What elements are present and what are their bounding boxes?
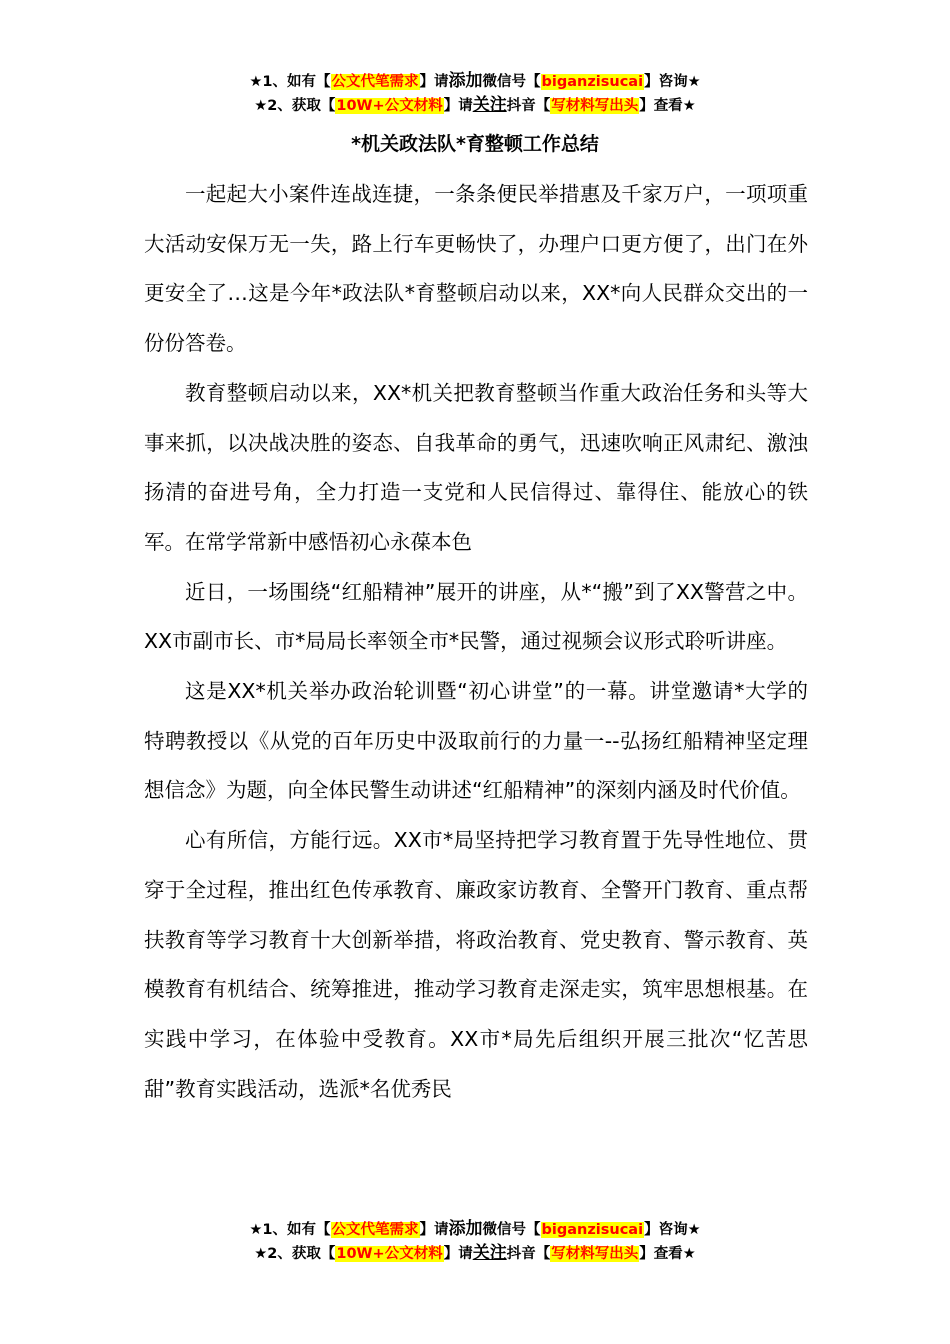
banner-emphasis: 关注 <box>472 1243 507 1263</box>
banner-text: ★2、获取【 <box>254 1246 336 1262</box>
banner-text: 】查看★ <box>639 1246 696 1262</box>
banner-text: ★1、如有【 <box>249 74 331 90</box>
banner-line-2 <box>0 1242 950 1266</box>
body-paragraph: 近日，一场围绕“红船精神”展开的讲座，从*“搬”到了XX警营之中。XX市副市长、市*局局长率领全市*民警，通过视频会议形式聆听讲座。 <box>144 579 808 654</box>
banner-text: 】请 <box>419 1222 449 1238</box>
banner-text: 抖音【 <box>506 1246 551 1262</box>
banner-line-1 <box>0 70 950 94</box>
banner-highlight: 公文代笔需求 <box>331 74 419 90</box>
banner-highlight: biganzisucai <box>541 1222 644 1238</box>
banner-text: 】请 <box>443 1246 473 1262</box>
body-paragraph: 这是XX*机关举办政治轮训暨“初心讲堂”的一幕。讲堂邀请*大学的特聘教授以《从党的百年历史中汲取前行的力量一--弘扬红船精神坚定理想信念》为题，向全体民警生动讲述“红船精神”的深刻内涵及时代价值。 <box>144 679 808 803</box>
banner-text: 】查看★ <box>639 98 696 114</box>
body-paragraph: 一起起大小案件连战连捷，一条条便民举措惠及千家万户，一项项重大活动安保万无一失，路上行车更畅快了，办理户口更方便了，出门在外更安全了…这是今年*政法队*育整顿启动以来，XX*向人民群众交出的一份份答卷。 <box>144 182 808 356</box>
banner-highlight: biganzisucai <box>541 74 644 90</box>
banner-text: ★1、如有【 <box>249 1222 331 1238</box>
banner-highlight: 10W+公文材料 <box>336 98 443 114</box>
banner-text: 微信号【 <box>482 1222 541 1238</box>
banner-line-2 <box>0 94 950 118</box>
banner-text: 抖音【 <box>506 98 551 114</box>
banner-text: 】咨询★ <box>644 1222 701 1238</box>
banner-highlight: 写材料写出头 <box>551 1246 639 1262</box>
banner-text: 微信号【 <box>482 74 541 90</box>
banner-text: ★2、获取【 <box>254 98 336 114</box>
document-title: *机关政法队*育整顿工作总结 <box>351 133 599 155</box>
banner-highlight: 写材料写出头 <box>551 98 639 114</box>
banner-text: 】请 <box>443 98 473 114</box>
header-banner <box>0 70 950 118</box>
banner-highlight: 10W+公文材料 <box>336 1246 443 1262</box>
body-paragraph: 教育整顿启动以来，XX*机关把教育整顿当作重大政治任务和头等大事来抓，以决战决胜的姿态、自我革命的勇气，迅速吹响正风肃纪、激浊扬清的奋进号角，全力打造一支党和人民信得过、靠得住、能放心的铁军。在常学常新中感悟初心永葆本色 <box>144 380 808 554</box>
banner-emphasis: 添加 <box>448 1219 483 1239</box>
banner-emphasis: 添加 <box>448 71 483 91</box>
body-paragraph: 心有所信，方能行远。XX市*局坚持把学习教育置于先导性地位、贯穿于全过程，推出红色传承教育、廉政家访教育、全警开门教育、重点帮扶教育等学习教育十大创新举措，将政治教育、党史教育、警示教育、英模教育有机结合、统筹推进，推动学习教育走深走实，筑牢思想根基。在实践中学习，在体验中受教育。XX市*局先后组织开展三批次“忆苦思甜”教育实践活动，选派*名优秀民 <box>144 828 808 1101</box>
banner-text: 】咨询★ <box>644 74 701 90</box>
banner-text: 】请 <box>419 74 449 90</box>
document-body <box>144 170 808 1114</box>
banner-highlight: 公文代笔需求 <box>331 1222 419 1238</box>
footer-banner <box>0 1218 950 1266</box>
banner-line-1 <box>0 1218 950 1242</box>
banner-emphasis: 关注 <box>472 95 507 115</box>
